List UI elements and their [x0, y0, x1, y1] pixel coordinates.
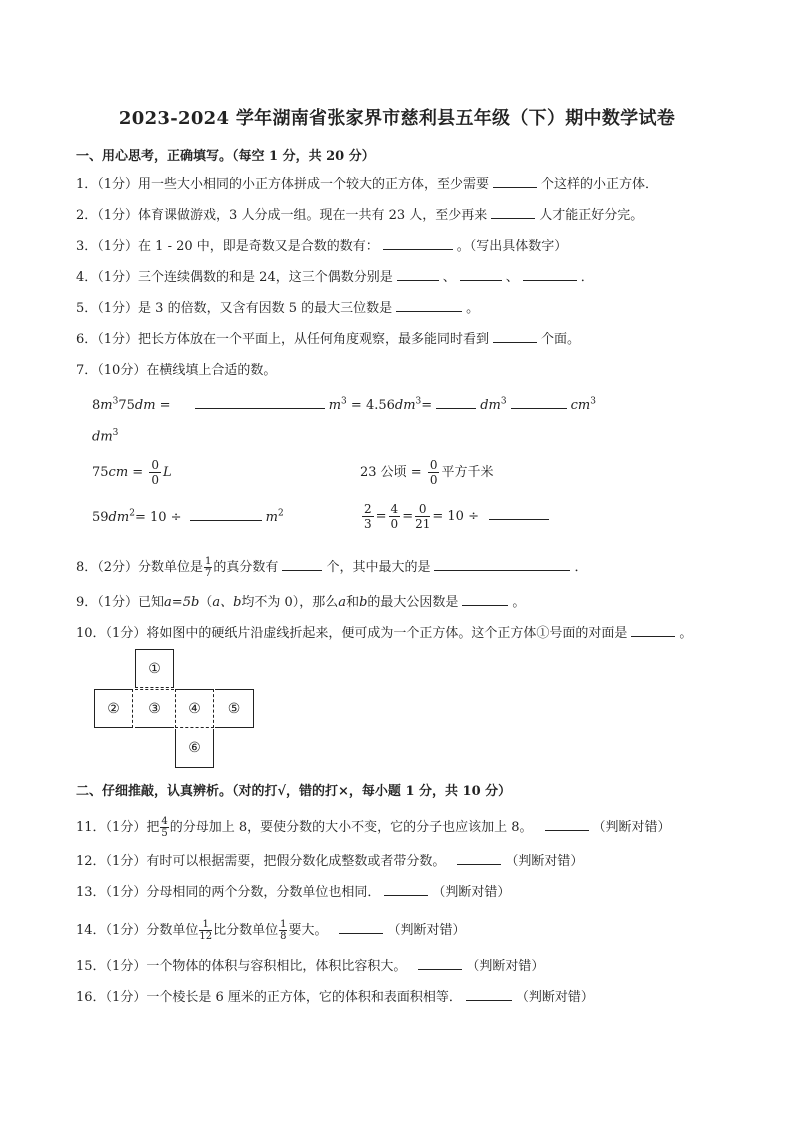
question-8-text: 个，其中最大的是 — [326, 560, 431, 575]
question-7 — [76, 362, 276, 380]
fraction — [149, 458, 161, 487]
unit: m — [265, 510, 278, 525]
question-3-text: 3．（1分）在 1 - 20 中，即是奇数又是合数的数有： — [76, 239, 379, 254]
question-4-text-end: ． — [580, 270, 594, 285]
answer-blank[interactable] — [457, 852, 501, 865]
question-8-text-end: ． — [574, 560, 588, 575]
variable: b — [359, 595, 368, 610]
question-9-text: 均不为 0），那么 — [241, 595, 339, 610]
question-14-text: 14．（1分）分数单位 — [76, 923, 199, 938]
q7-row-1 — [92, 396, 596, 413]
question-12-text: 12．（1分）有时可以根据需要，把假分数化成整数或者带分数。 — [76, 854, 446, 869]
unit: 平方千米 — [441, 465, 494, 480]
answer-blank[interactable] — [489, 507, 549, 520]
answer-blank[interactable] — [523, 268, 577, 281]
equals: = — [402, 509, 414, 524]
denominator: 7 — [205, 568, 212, 579]
judge-hint: （判断对错） — [387, 923, 466, 938]
question-8 — [76, 556, 587, 579]
numerator[interactable]: 0 — [415, 502, 430, 517]
equals: = — [421, 398, 433, 413]
fraction — [362, 502, 374, 531]
judge-hint: （判断对错） — [592, 820, 671, 835]
answer-blank[interactable] — [282, 558, 322, 571]
question-2-text: 2．（1分）体育课做游戏，3 人分成一组。现在一共有 23 人，至少再来 — [76, 208, 488, 223]
fraction — [279, 919, 287, 942]
answer-blank[interactable] — [190, 508, 262, 521]
fraction — [428, 458, 440, 487]
answer-blank[interactable] — [462, 593, 508, 606]
unit: cm — [570, 398, 591, 413]
question-10 — [76, 624, 692, 643]
denominator: 12 — [199, 931, 213, 942]
q7-row-2-right — [360, 458, 494, 487]
answer-blank[interactable] — [466, 988, 512, 1001]
q7-row-3-right — [360, 502, 553, 531]
answer-blank[interactable] — [436, 396, 476, 409]
value: = 4.56 — [346, 398, 395, 413]
page-title: 2023-2024 学年湖南省张家界市慈利县五年级（下）期中数学试卷 — [118, 108, 676, 129]
numerator: 1 — [280, 919, 287, 930]
separator: 、 — [442, 270, 456, 285]
question-15-text: 15．（1分）一个物体的体积与容积相比，体积比容积大。 — [76, 959, 407, 974]
fraction — [199, 919, 212, 942]
question-10-text: 10．（1分）将如图中的硬纸片沿虚线折起来，便可成为一个正方体。这个正方体①号面的对面是 — [76, 626, 628, 641]
answer-blank[interactable] — [397, 268, 439, 281]
equation: a=5b — [164, 595, 200, 610]
judge-hint: （判断对错） — [432, 885, 511, 900]
variables: a、b — [212, 595, 242, 610]
question-11 — [76, 816, 671, 839]
section-1-heading: 一、用心思考，正确填写。（每空 1 分，共 20 分） — [76, 149, 375, 164]
question-9-text: 的最大公因数是 — [367, 595, 459, 610]
equals: = — [375, 509, 387, 524]
unit: dm — [108, 510, 130, 525]
numerator: 1 — [205, 556, 212, 567]
question-11-text: 的分母加上 8，要使分数的大小不变，它的分子也应该加上 8。 — [169, 820, 533, 835]
fraction — [204, 556, 212, 579]
denominator: 5 — [161, 828, 168, 839]
superscript: 3 — [112, 396, 119, 407]
numerator[interactable]: 0 — [151, 458, 159, 472]
question-5-text: 5．（1分）是 3 的倍数，又含有因数 5 的最大三位数是 — [76, 301, 393, 316]
question-3 — [76, 237, 567, 256]
value: 75 — [118, 398, 135, 413]
question-2-text-end: 人才能正好分完。 — [539, 208, 644, 223]
numerator: 4 — [390, 502, 399, 516]
answer-blank[interactable] — [383, 237, 453, 250]
question-5 — [76, 299, 479, 318]
q7-row-3-left — [92, 508, 284, 525]
fraction — [389, 502, 401, 531]
answer-blank[interactable] — [384, 883, 428, 896]
answer-blank[interactable] — [418, 957, 462, 970]
question-9-text: （ — [199, 595, 213, 610]
denominator[interactable]: 0 — [429, 473, 438, 487]
question-6-text: 6．（1分）把长方体放在一个平面上，从任何角度观察，最多能同时看到 — [76, 332, 490, 347]
numerator: 2 — [364, 502, 372, 516]
judge-hint: （判断对错） — [466, 959, 545, 974]
value: 75 — [92, 465, 109, 480]
net-face-1: ① — [135, 649, 174, 688]
answer-blank[interactable] — [195, 396, 325, 409]
superscript: 3 — [112, 428, 119, 438]
equals: = — [128, 465, 144, 480]
question-6 — [76, 330, 580, 349]
question-16 — [76, 988, 594, 1007]
question-11-text: 11．（1分）把 — [76, 820, 160, 835]
value: 23 公顷 = — [360, 465, 422, 480]
unit: dm — [394, 398, 416, 413]
separator: 、 — [505, 270, 519, 285]
question-12 — [76, 852, 583, 871]
equals: = — [155, 398, 171, 413]
question-1-text-end: 个这样的小正方体． — [541, 177, 659, 192]
net-face-5: ⑤ — [215, 689, 254, 728]
answer-blank[interactable] — [460, 268, 502, 281]
question-14-text: 比分数单位 — [213, 923, 279, 938]
question-4 — [76, 268, 594, 287]
unit: dm — [134, 398, 156, 413]
denominator: 8 — [280, 931, 287, 942]
judge-hint: （判断对错） — [505, 854, 584, 869]
unit: cm — [108, 465, 129, 480]
numerator[interactable]: 0 — [429, 458, 438, 472]
unit: m — [100, 398, 113, 413]
superscript: 3 — [415, 396, 422, 407]
fraction — [415, 502, 430, 531]
equals: = 10 ÷ — [432, 509, 479, 524]
superscript: 2 — [278, 508, 284, 519]
question-2 — [76, 206, 643, 225]
denominator: 21 — [415, 517, 431, 531]
answer-blank[interactable] — [434, 558, 570, 571]
denominator: 3 — [364, 517, 372, 531]
question-9-text-end: 。 — [512, 595, 526, 610]
fraction — [160, 816, 168, 839]
question-1 — [76, 175, 658, 194]
answer-blank[interactable] — [339, 921, 383, 934]
superscript: 3 — [590, 396, 596, 407]
answer-blank[interactable] — [511, 396, 567, 409]
superscript: 3 — [341, 396, 347, 407]
question-13 — [76, 883, 510, 902]
variable: a — [338, 595, 347, 610]
question-4-text: 4．（1分）三个连续偶数的和是 24，这三个偶数分别是 — [76, 270, 393, 285]
question-14-text: 要大。 — [288, 923, 328, 938]
question-7-text: 7．（10分）在横线填上合适的数。 — [76, 363, 277, 378]
q7-row-1-tail — [92, 428, 118, 444]
denominator[interactable]: 0 — [390, 517, 399, 531]
question-9-text: 9．（1分）已知 — [76, 595, 165, 610]
unit: dm — [92, 429, 113, 445]
answer-blank[interactable] — [493, 330, 537, 343]
question-9-text: 和 — [346, 595, 360, 610]
question-8-text: 8．（2分）分数单位是 — [76, 560, 204, 575]
unit: m — [328, 398, 342, 413]
question-13-text: 13．（1分）分母相同的两个分数，分数单位也相同． — [76, 885, 381, 900]
answer-blank[interactable] — [545, 818, 589, 831]
numerator: 4 — [161, 816, 168, 827]
denominator[interactable]: 0 — [151, 473, 159, 487]
question-9 — [76, 593, 525, 612]
answer-blank[interactable] — [631, 624, 675, 637]
net-face-2: ② — [94, 689, 133, 728]
net-face-6: ⑥ — [175, 729, 214, 768]
answer-blank[interactable] — [491, 206, 535, 219]
equals: = 10 ÷ — [134, 510, 182, 525]
section-2-heading: 二、仔细推敲，认真辨析。（对的打√，错的打×，每小题 1 分，共 10 分） — [76, 784, 512, 799]
superscript: 3 — [500, 396, 507, 407]
net-face-3: ③ — [135, 689, 174, 728]
question-6-text-end: 个面。 — [541, 332, 581, 347]
q7-row-2-left — [92, 458, 172, 487]
question-10-text-end: 。 — [679, 626, 693, 641]
question-8-text: 的真分数有 — [213, 560, 279, 575]
value: 59 — [92, 510, 109, 525]
superscript: 2 — [129, 508, 135, 519]
answer-blank[interactable] — [493, 175, 537, 188]
question-1-text: 1．（1分）用一些大小相同的小正方体拼成一个较大的正方体，至少需要 — [76, 177, 490, 192]
unit: dm — [480, 398, 501, 413]
answer-blank[interactable] — [396, 299, 462, 312]
numerator: 1 — [199, 919, 212, 931]
question-3-text-end: 。（写出具体数字） — [456, 239, 568, 254]
unit: L — [162, 465, 172, 480]
question-15 — [76, 957, 544, 976]
net-face-4: ④ — [175, 689, 214, 728]
question-14 — [76, 919, 465, 942]
judge-hint: （判断对错） — [515, 990, 594, 1005]
cube-net-figure — [94, 649, 259, 770]
question-16-text: 16．（1分）一个棱长是 6 厘米的正方体，它的体积和表面积相等． — [76, 990, 462, 1005]
value: 8 — [92, 398, 101, 413]
question-5-text-end: 。 — [466, 301, 480, 316]
